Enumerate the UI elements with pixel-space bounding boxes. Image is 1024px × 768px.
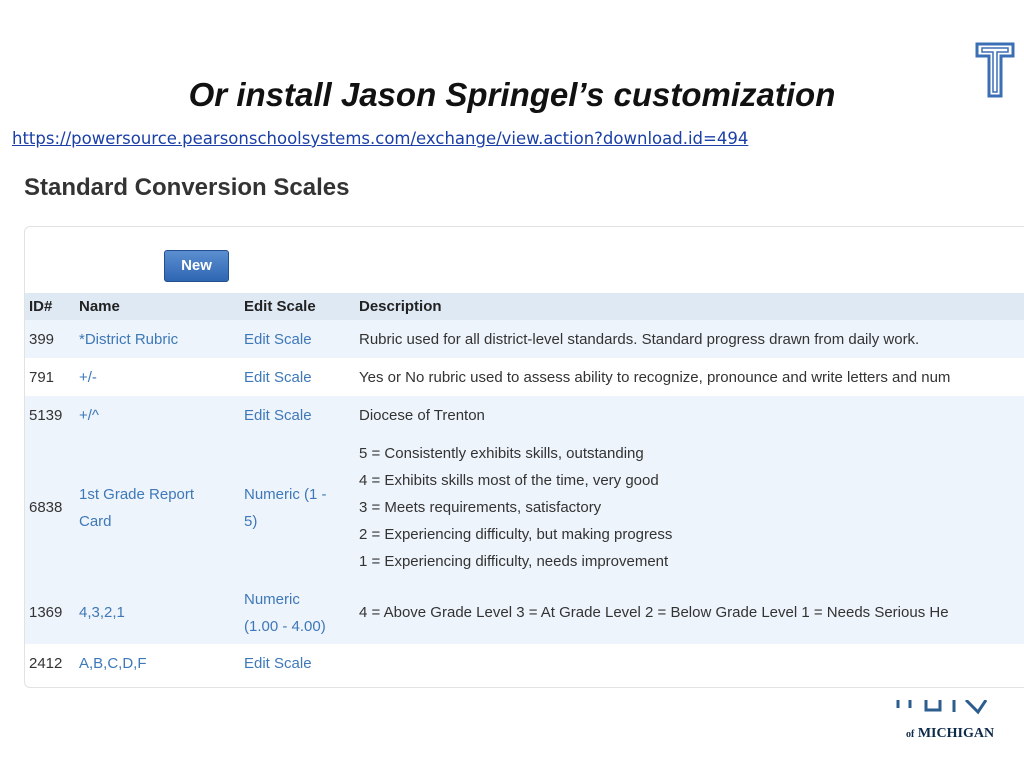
description-line: 1 = Experiencing difficulty, needs improvement — [359, 553, 669, 570]
row-edit-scale-link[interactable]: Edit Scale — [244, 330, 312, 348]
logo-wordmark-of: of — [906, 729, 915, 740]
table-row — [25, 358, 1024, 396]
description-line: 3 = Meets requirements, satisfactory — [359, 499, 602, 516]
table-row — [25, 396, 1024, 434]
row-id: 399 — [25, 320, 75, 358]
description-line: 2 = Experiencing difficulty, but making progress — [359, 526, 673, 543]
row-name-link[interactable]: A,B,C,D,F — [79, 654, 147, 672]
row-name-link[interactable]: *District Rubric — [79, 330, 179, 348]
row-description: Yes or No rubric used to assess ability to recognize, pronounce and write letters and num — [359, 368, 951, 386]
table-row — [25, 434, 1024, 581]
row-edit-scale-link[interactable] — [244, 481, 351, 535]
row-description — [355, 434, 1024, 581]
row-description — [355, 644, 1024, 682]
download-link[interactable]: https://powersource.pearsonschoolsystems.com/exchange/view.action?download.id=494 — [12, 129, 749, 148]
row-edit-scale-link[interactable]: Edit Scale — [244, 368, 312, 386]
row-id: 5139 — [25, 396, 75, 434]
header-description: Description — [355, 293, 1024, 320]
logo-wordmark — [906, 726, 994, 742]
slide-title: Or install Jason Springel’s customization — [188, 76, 836, 113]
row-name-link[interactable]: +/- — [79, 368, 97, 386]
scales-panel — [24, 226, 1024, 688]
page-heading: Standard Conversion Scales — [24, 174, 350, 201]
scales-table — [25, 293, 1024, 682]
header-edit-scale: Edit Scale — [240, 293, 355, 320]
header-name: Name — [75, 293, 240, 320]
table-row — [25, 644, 1024, 682]
row-edit-scale-link[interactable]: Edit Scale — [244, 406, 312, 424]
header-id: ID# — [25, 293, 75, 320]
row-description: Diocese of Trenton — [355, 396, 1024, 434]
row-edit-scale-link[interactable] — [244, 586, 351, 640]
table-row — [25, 581, 1024, 644]
row-name-line: 1st Grade Report — [79, 485, 195, 503]
table-header-row — [25, 293, 1024, 320]
row-id: 791 — [29, 368, 55, 386]
row-name-link[interactable]: 4,3,2,1 — [79, 604, 125, 621]
row-description: 4 = Above Grade Level 3 = At Grade Level 2 = Below Grade Level 1 = Needs Serious He — [355, 581, 1024, 644]
table-row — [25, 320, 1024, 358]
row-edit-line: Numeric — [244, 590, 300, 608]
row-edit-line: (1.00 - 4.00) — [244, 617, 326, 635]
row-edit-line: Numeric (1 - — [244, 485, 327, 503]
university-logo — [892, 700, 1002, 748]
row-id: 1369 — [25, 581, 75, 644]
row-edit-scale-link[interactable]: Edit Scale — [244, 654, 312, 672]
logo-mark-icon — [896, 700, 988, 716]
description-line: 4 = Exhibits skills most of the time, very good — [359, 472, 659, 489]
row-name-line: Card — [79, 512, 112, 530]
row-name-link[interactable] — [79, 481, 236, 535]
row-description: Rubric used for all district-level standards. Standard progress drawn from daily work. — [355, 320, 1024, 358]
row-edit-line: 5) — [244, 512, 258, 530]
new-button[interactable]: New — [164, 250, 229, 282]
logo-wordmark-name: MICHIGAN — [917, 726, 995, 741]
description-line: 5 = Consistently exhibits skills, outstanding — [359, 445, 644, 462]
block-t-icon — [975, 42, 1015, 98]
row-id: 2412 — [29, 654, 63, 672]
row-name-link[interactable]: +/^ — [79, 406, 99, 424]
row-id: 6838 — [25, 434, 75, 581]
screenshot-panel — [0, 158, 1024, 698]
